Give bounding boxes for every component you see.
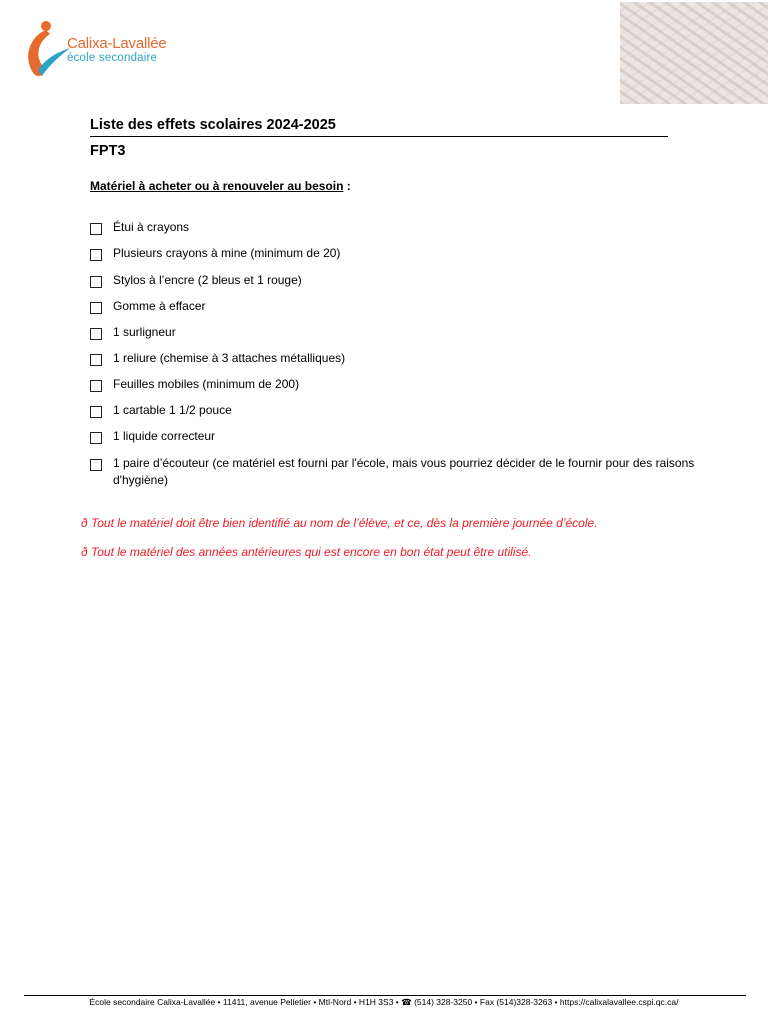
section-heading [90,179,351,193]
note-identification: ð Tout le matériel doit être bien identifié au nom de l’élève, et ce, dès la première journée d’école. [81,516,598,530]
checkbox[interactable] [90,328,102,340]
checkbox[interactable] [90,380,102,392]
checkbox[interactable] [90,223,102,235]
note-reuse: ð Tout le matériel des années antérieures qui est encore en bon état peut être utilisé. [81,545,532,559]
document-title: Liste des effets scolaires 2024-2025 [90,117,668,137]
checkbox[interactable] [90,459,102,471]
checkbox[interactable] [90,432,102,444]
list-item-label: 1 surligneur [113,325,176,339]
section-heading-text: Matériel à acheter ou à renouveler au besoin [90,179,344,193]
footer-divider [24,995,746,996]
checkbox[interactable] [90,406,102,418]
footer-contact: École secondaire Calixa-Lavallée • 11411, avenue Pelletier • Mtl-Nord • H1H 3S3 • ☎ (514) 328-3250 • Fax (514)328-3263 • https://calixalavallee.cspi.qc.ca/ [89,997,679,1007]
list-item-label: 1 liquide correcteur [113,429,216,443]
checkbox[interactable] [90,276,102,288]
section-heading-colon: : [343,179,351,193]
checkbox[interactable] [90,354,102,366]
list-item-label: Stylos à l’encre (2 bleus et 1 rouge) [113,273,302,287]
logo-subtitle: école secondaire [67,52,158,64]
program-code: FPT3 [90,143,126,159]
list-item-label: 1 reliure (chemise à 3 attaches métalliques) [113,351,346,365]
list-item-label: Étui à crayons [113,220,190,234]
list-item-label: 1 paire d’écouteur (ce matériel est fourni par l'école, mais vous pourriez décider de le fournir pour des raisons d'hygiène) [113,456,695,487]
checkbox[interactable] [90,249,102,261]
header-photo [620,2,768,104]
logo-name: Calixa-Lavallée [67,35,167,52]
checkbox[interactable] [90,302,102,314]
list-item-label: Feuilles mobiles (minimum de 200) [113,377,300,391]
school-logo [24,18,184,82]
logo-figure-icon [24,18,72,82]
list-item-label: 1 cartable 1 1/2 pouce [113,403,232,417]
list-item-label: Plusieurs crayons à mine (minimum de 20) [113,246,341,260]
list-item-label: Gomme à effacer [113,299,206,313]
